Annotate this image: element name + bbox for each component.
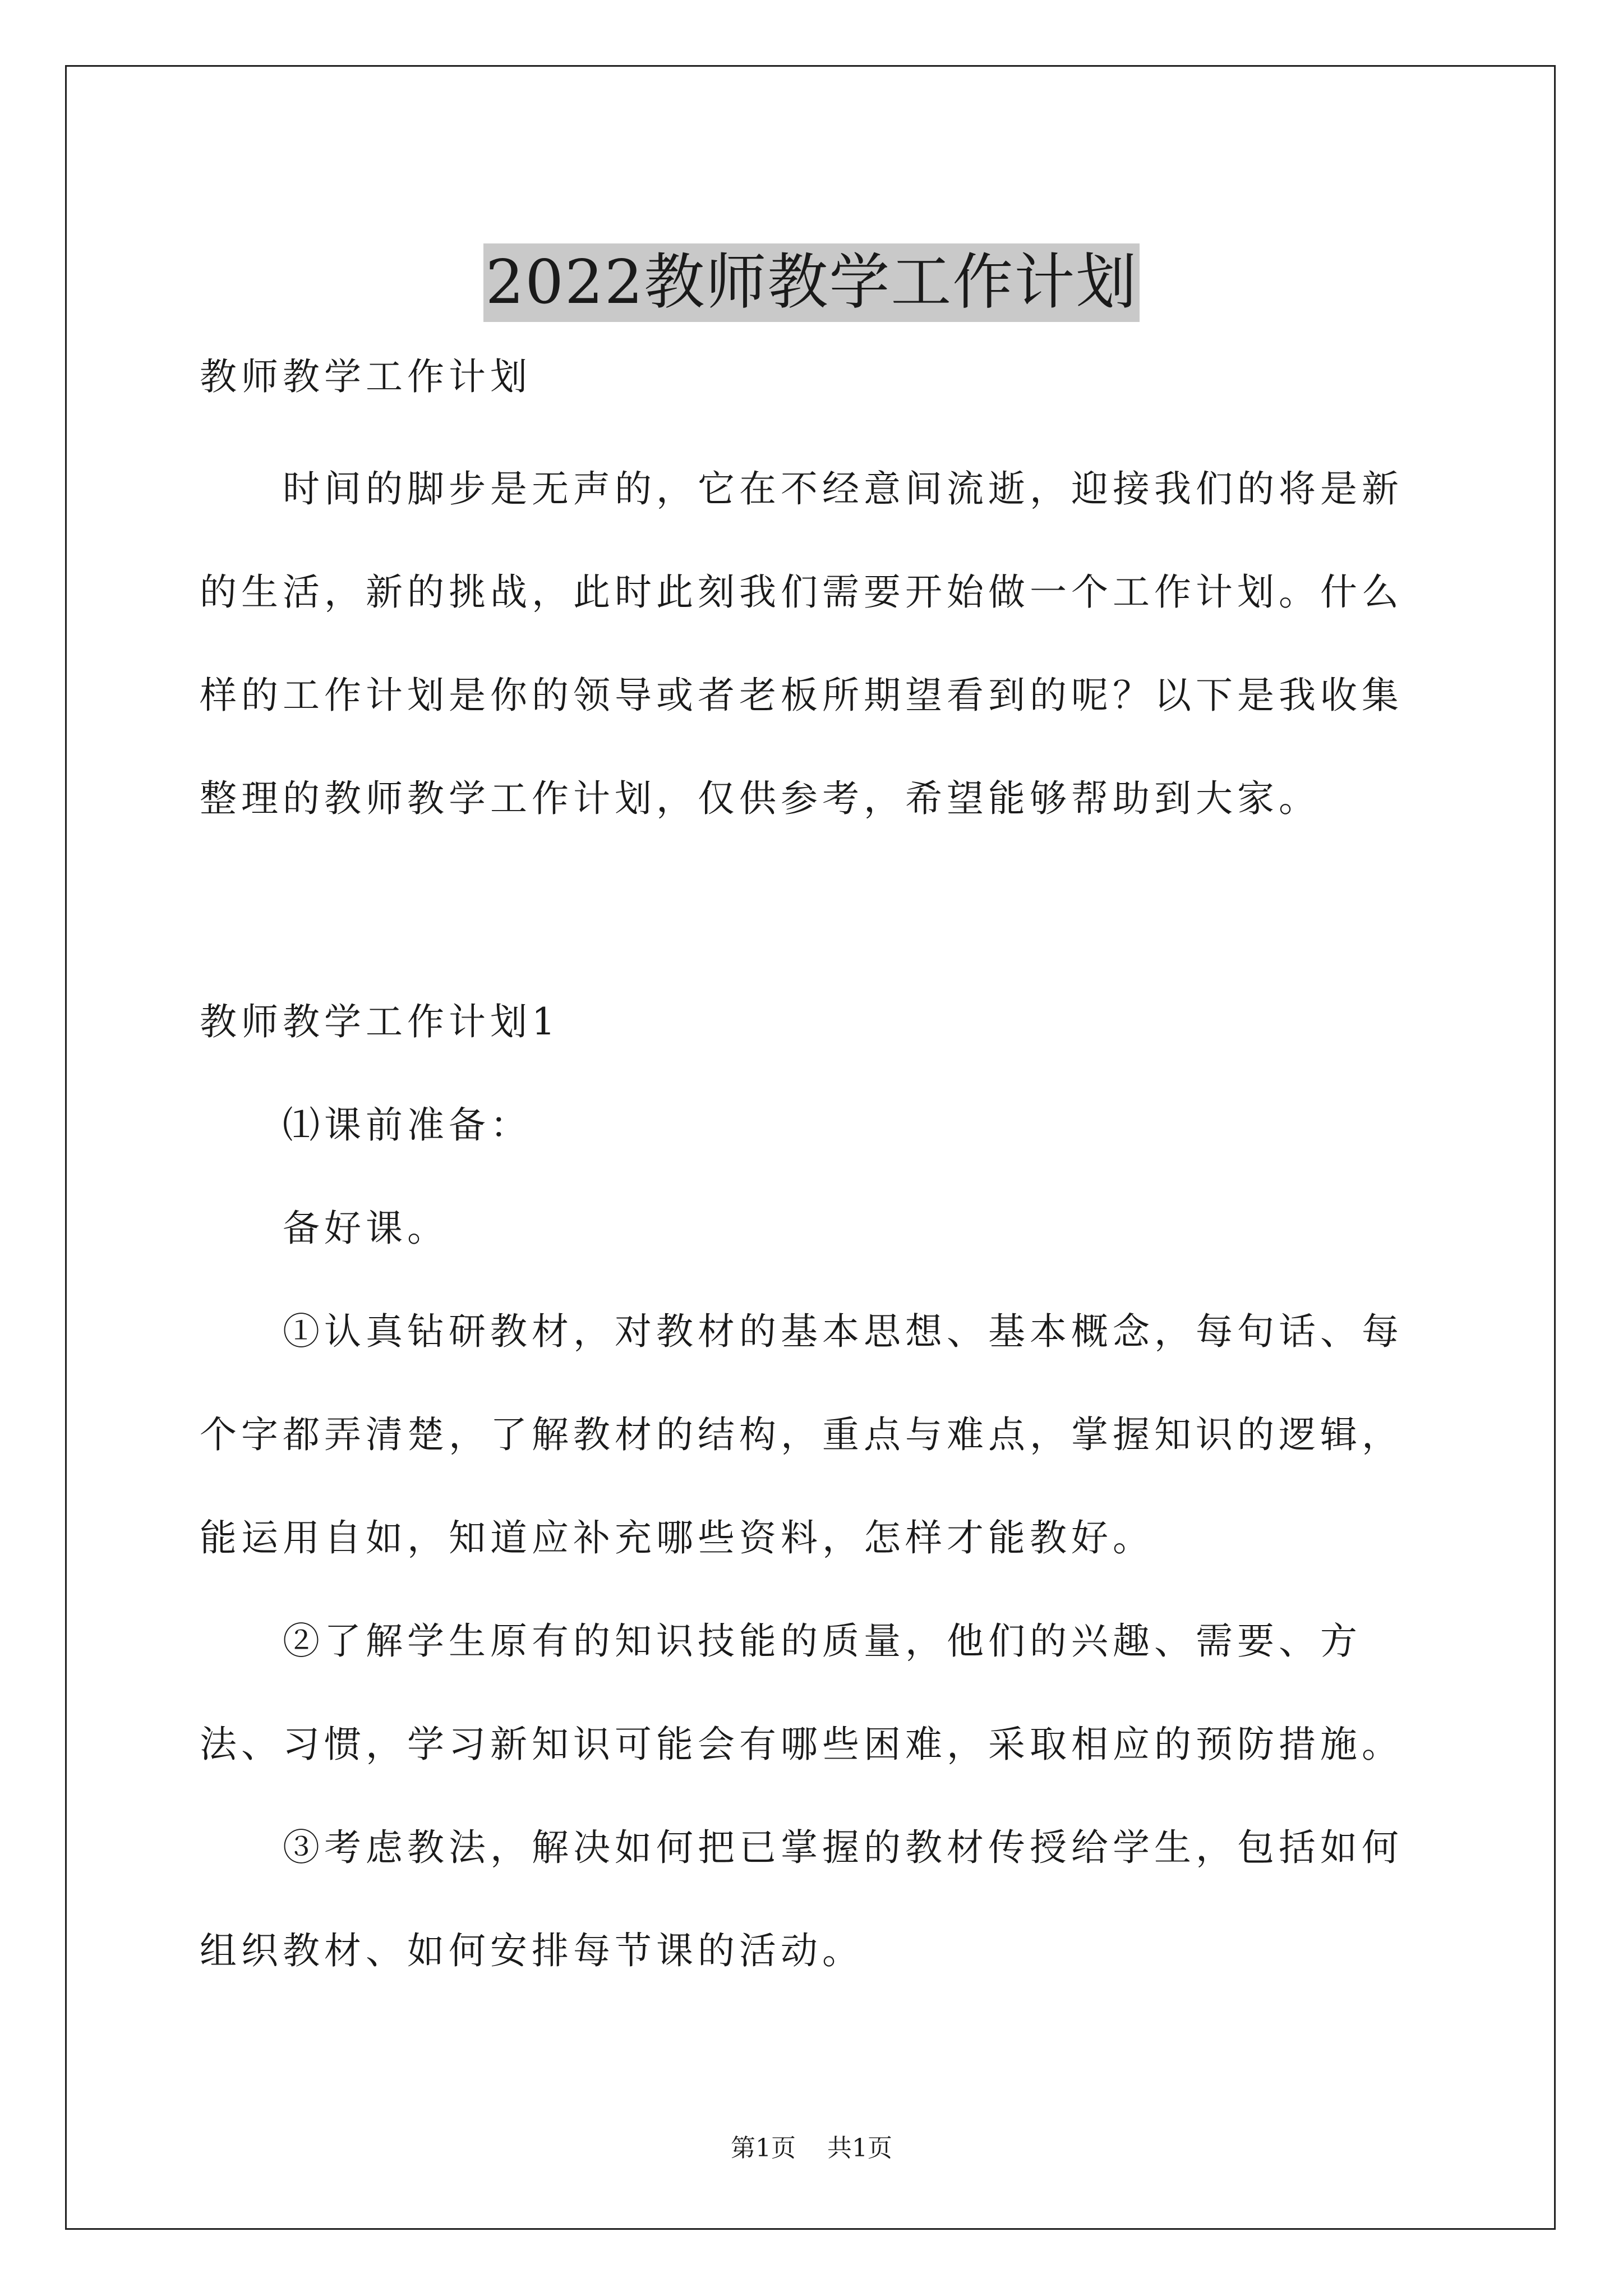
section-heading: 教师教学工作计划1 bbox=[200, 1000, 560, 1043]
document-title: 2022教师教学工作计划 bbox=[483, 243, 1140, 322]
item-heading: ⑴课前准备： bbox=[283, 1103, 532, 1147]
item-subheading: 备好课。 bbox=[283, 1207, 449, 1250]
point-paragraph-2: ②了解学生原有的知识技能的质量，他们的兴趣、需要、方法、习惯，学习新知识可能会有哪些困难，采取相应的预防措施。 bbox=[200, 1619, 1403, 1766]
intro-paragraph: 时间的脚步是无声的，它在不经意间流逝，迎接我们的将是新的生活，新的挑战，此时此刻我们需要开始做一个工作计划。什么样的工作计划是你的领导或者老板所期望看到的呢？以下是我收集整理的教师教学工作计划，仅供参考，希望能够帮助到大家。 bbox=[200, 467, 1403, 820]
document-subtitle: 教师教学工作计划 bbox=[200, 355, 532, 398]
point-paragraph-3: ③考虑教法，解决如何把已掌握的教材传授给学生，包括如何组织教材、如何安排每节课的活动。 bbox=[200, 1826, 1403, 1972]
page-number: 第1页 bbox=[731, 2134, 796, 2162]
page-footer bbox=[0, 2133, 1623, 2164]
point-paragraph-1: ①认真钻研教材，对教材的基本思想、基本概念，每句话、每个字都弄清楚，了解教材的结构，重点与难点，掌握知识的逻辑，能运用自如，知道应补充哪些资料，怎样才能教好。 bbox=[200, 1310, 1403, 1559]
page-total: 共1页 bbox=[827, 2134, 892, 2162]
